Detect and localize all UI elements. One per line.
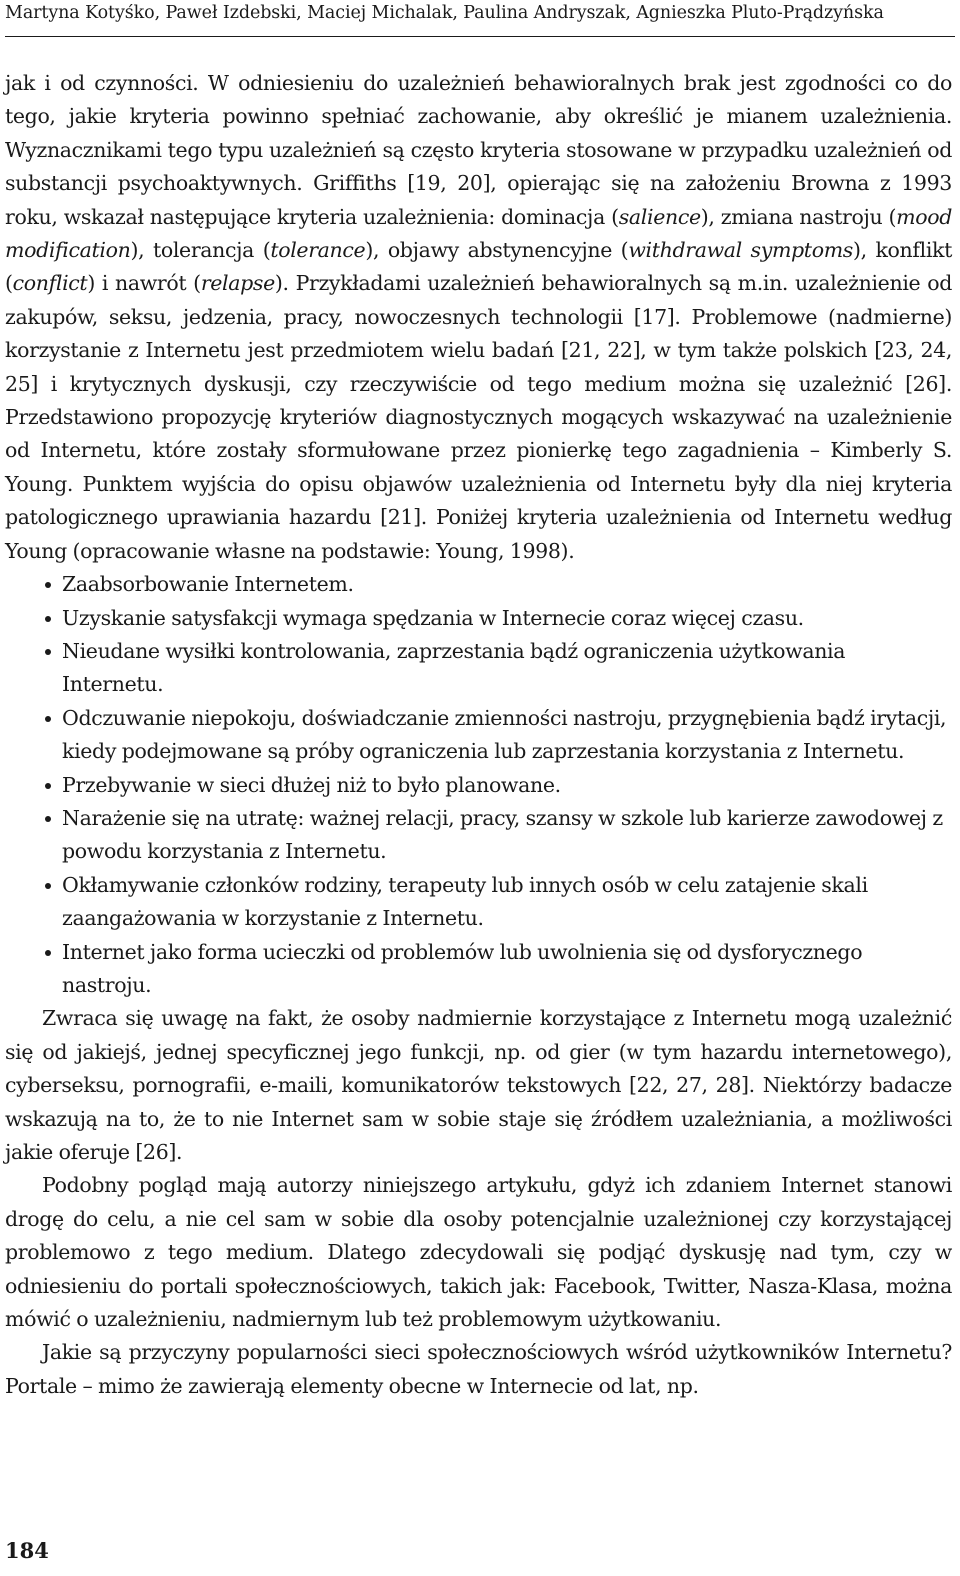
criteria-list: [5, 568, 952, 1002]
criteria-item: Przebywanie w sieci dłużej niż to było planowane.: [5, 769, 952, 802]
paragraph-1: [5, 67, 952, 568]
criteria-item: Nieudane wysiłki kontrolowania, zaprzestania bądź ograniczenia użytkowania Internetu.: [5, 635, 952, 702]
para1-text-6: ) i nawrót (: [87, 271, 201, 296]
para1-text-1: jak i od czynności. W odniesieniu do uzależnień behawioralnych brak jest zgodności co do tego, jakie kryteria powinno spełniać zachowanie, aby określić je mianem uzależnienia. Wyznacznikami tego typu uzależnień są często kryteria stosowane w przypadku uzależnień od substancji psychoaktywnych. Griffiths [19, 20], opierając się na założeniu Browna z 1993 roku, wskazał następujące kryteria uzależnienia: dominacja (: [5, 71, 952, 229]
para1-text-4: ), objawy abstynencyjne (: [365, 238, 629, 263]
criteria-item: Narażenie się na utratę: ważnej relacji, pracy, szansy w szkole lub karierze zawodowej z powodu korzystania z Internetu.: [5, 802, 952, 869]
body-text: [5, 67, 952, 1403]
term-withdrawal-symptoms: withdrawal symptoms: [628, 238, 853, 263]
running-header-authors: Martyna Kotyśko, Paweł Izdebski, Maciej Michalak, Paulina Andryszak, Agnieszka Pluto-Prądzyńska: [5, 3, 884, 23]
term-tolerance: tolerance: [270, 238, 366, 263]
criteria-item: Odczuwanie niepokoju, doświadczanie zmienności nastroju, przygnębienia bądź irytacji, kiedy podejmowane są próby ograniczenia lub zaprzestania korzystania z Internetu.: [5, 702, 952, 769]
criteria-item: Zaabsorbowanie Internetem.: [5, 568, 952, 601]
term-salience: salience: [618, 204, 701, 229]
para1-text-5: ), konflikt (: [5, 238, 952, 296]
paragraph-2: Zwraca się uwagę na fakt, że osoby nadmiernie korzystające z Internetu mogą uzależnić się od jakiejś, jednej specyficznej jego funkcji, np. od gier (w tym hazardu internetowego), cyberseksu, pornografii, e-maili, komunikatorów tekstowych [22, 27, 28]. Niektórzy badacze wskazują na to, że to nie Internet sam w sobie staje się źródłem uzależniania, a możliwości jakie oferuje [26].: [5, 1006, 952, 1164]
para1-text-2: ), zmiana nastroju (: [700, 204, 897, 229]
criteria-item: Internet jako forma ucieczki od problemów lub uwolnienia się od dysforycznego nastroju.: [5, 936, 952, 1003]
paragraph-3: Podobny pogląd mają autorzy niniejszego artykułu, gdyż ich zdaniem Internet stanowi drogę do celu, a nie cel sam w sobie dla osoby potencjalnie uzależnionej czy korzystającej problemowo z tego medium. Dlatego zdecydowali się podjąć dyskusję nad tym, czy w odniesieniu do portali społecznościowych, takich jak: Facebook, Twitter, Nasza-Klasa, można mówić o uzależnieniu, nadmiernym lub też problemowym użytkowaniu.: [5, 1173, 952, 1332]
paragraph-4: Jakie są przyczyny popularności sieci społecznościowych wśród użytkowników Internetu? Portale – mimo że zawierają elementy obecne w Internecie od lat, np.: [5, 1340, 952, 1398]
para1-text-7: ). Przykładami uzależnień behawioralnych są m.in. uzależnienie od zakupów, seksu, jedzenia, pracy, nowoczesnych technologii [17]. Problemowe (nadmierne) korzystanie z Internetu jest przedmiotem wielu badań [21, 22], w tym także polskich [23, 24, 25] i krytycznych dyskusji, czy rzeczywiście od tego medium można się uzależnić [26]. Przedstawiono propozycję kryteriów diagnostycznych mogących wskazywać na uzależnienie od Internetu, które zostały sformułowane przez pionierkę tego zagadnienia – Kimberly S. Young. Punktem wyjścia do opisu objawów uzależnienia od Internetu były dla niej kryteria patologicznego uprawiania hazardu [21]. Poniżej kryteria uzależnienia od Internetu według Young (opracowanie własne na podstawie: Young, 1998).: [5, 271, 952, 563]
term-relapse: relapse: [200, 271, 275, 296]
term-mood-modification: mood modification: [5, 204, 952, 263]
criteria-item: Okłamywanie członków rodziny, terapeuty lub innych osób w celu zatajenie skali zaangażowania w korzystanie z Internetu.: [5, 869, 952, 936]
header-rule: [5, 36, 955, 37]
page-number: 184: [5, 1538, 49, 1563]
para1-text-3: ), tolerancja (: [130, 238, 271, 263]
term-conflict: conflict: [12, 271, 88, 296]
criteria-item: Uzyskanie satysfakcji wymaga spędzania w Internecie coraz więcej czasu.: [5, 602, 952, 635]
